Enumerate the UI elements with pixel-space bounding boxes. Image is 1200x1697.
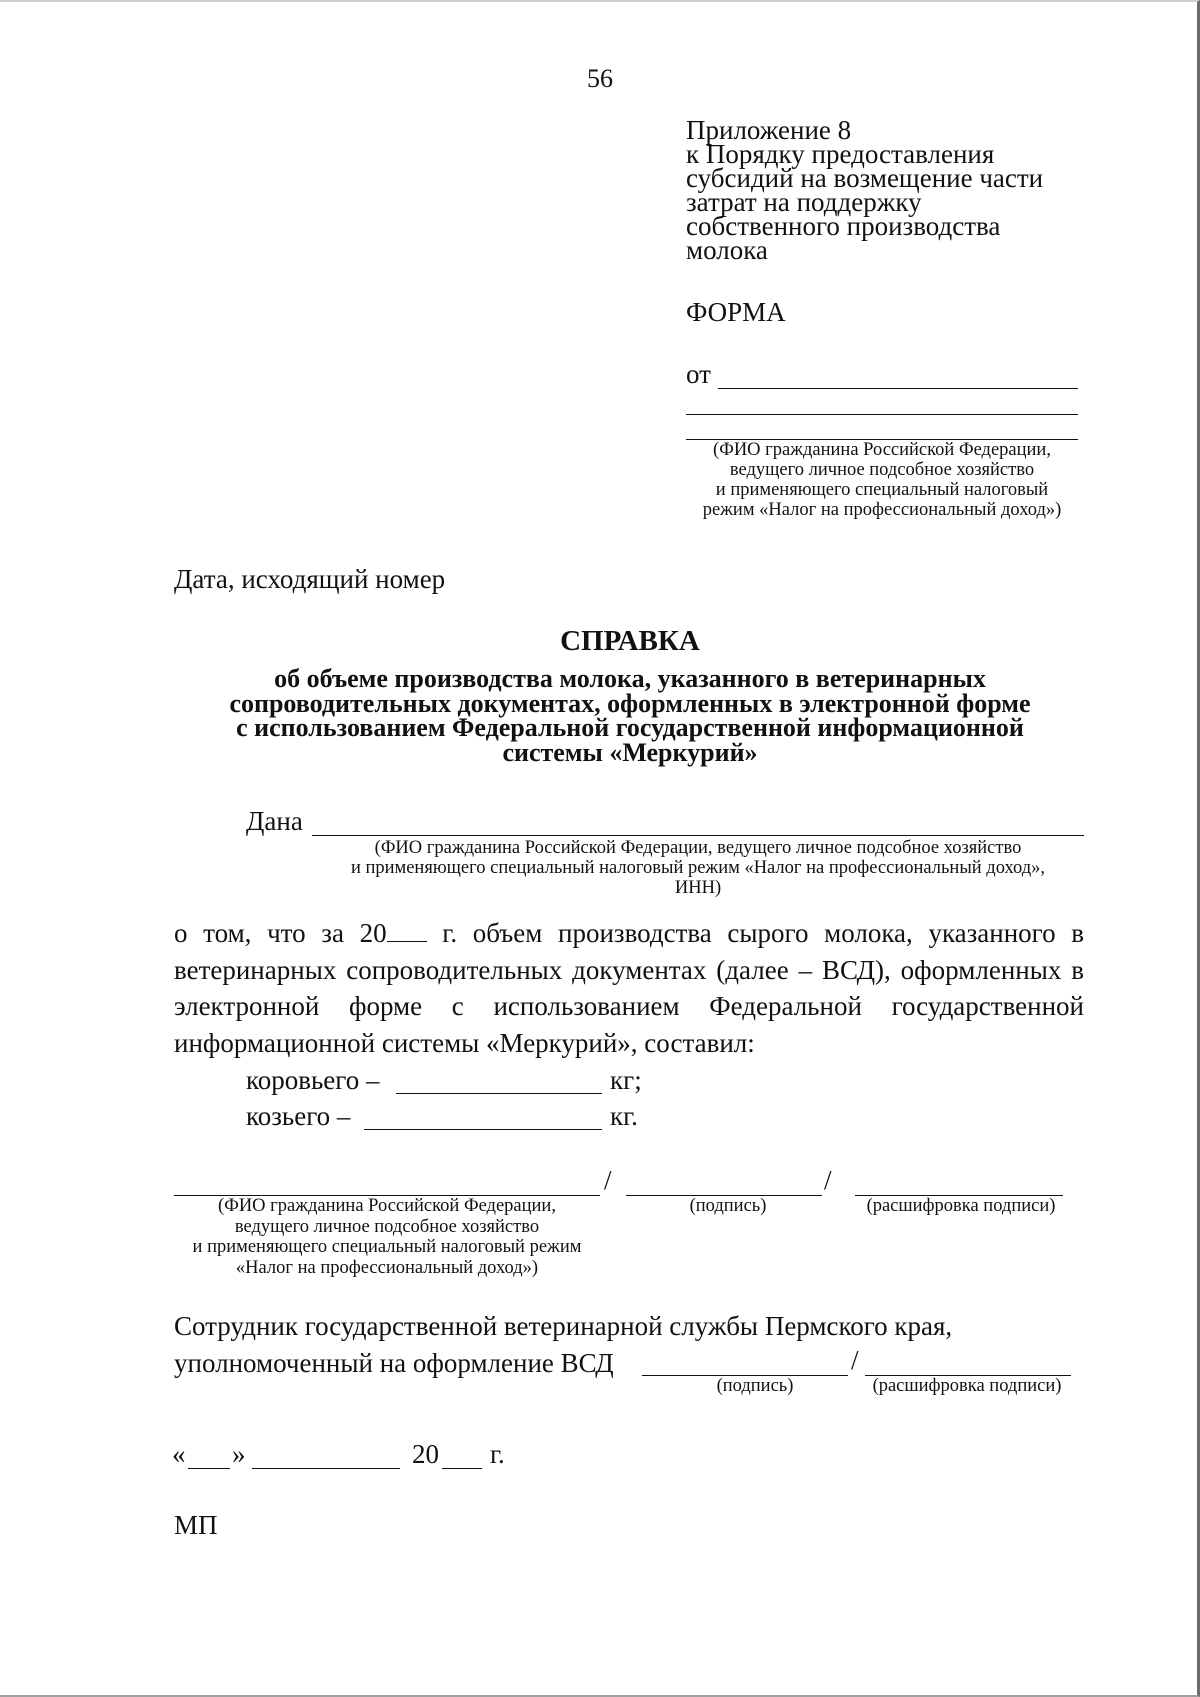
date-year-prefix: 20 xyxy=(412,1439,439,1469)
appendix-line: Приложение 8 xyxy=(686,115,852,145)
appendix-header xyxy=(686,115,1106,265)
cow-milk-unit: кг; xyxy=(610,1065,642,1095)
from-field-line[interactable] xyxy=(718,388,1078,389)
date-open-quote: « xyxy=(172,1439,186,1469)
appendix-line: молока xyxy=(686,235,768,265)
appendix-line: субсидий на возмещение части xyxy=(686,163,1044,193)
employee-decoding-caption: (расшифровка подписи) xyxy=(872,1376,1062,1396)
date-year-suffix: г. xyxy=(490,1439,505,1469)
fio-caption: (ФИО гражданина Российской Федерации, ведущего личное подсобное хозяйство и применяющего специальный налоговый режим «Налог на профессиональный доход») xyxy=(192,1196,582,1278)
signature-slash: / xyxy=(604,1165,612,1195)
date-close-quote: » xyxy=(232,1439,246,1469)
employee-signature-caption: (подпись) xyxy=(716,1376,794,1396)
employee-line-2: уполномоченный на оформление ВСД xyxy=(174,1348,614,1378)
date-number-label: Дата, исходящий номер xyxy=(174,564,446,594)
given-note: (ФИО гражданина Российской Федерации, ведущего личное подсобное хозяйство и применяющего специальный налоговый режим «Налог на профессиональный доход», ИНН) xyxy=(350,838,1046,898)
signature-caption: (подпись) xyxy=(689,1196,767,1216)
goat-milk-unit: кг. xyxy=(610,1101,638,1131)
stamp-label: МП xyxy=(174,1510,218,1540)
given-field-line[interactable] xyxy=(312,835,1084,836)
cow-milk-label: коровьего – xyxy=(246,1065,380,1095)
given-label: Дана xyxy=(246,806,303,836)
goat-milk-label: козьего – xyxy=(246,1101,351,1131)
goat-milk-field[interactable] xyxy=(364,1129,602,1130)
employee-line-1: Сотрудник государственной ветеринарной службы Пермского края, xyxy=(174,1311,953,1341)
from-note: (ФИО гражданина Российской Федерации, ведущего личное подсобное хозяйство и применяющего специальный налоговый режим «Налог на профессиональный доход») xyxy=(702,440,1062,520)
body-paragraph: о том, что за 20 г. объем производства сырого молока, указанного в ветеринарных сопроводительных документах (далее – ВСД), оформленных в электронной форме с использованием Федеральной государственной информационной системы «Меркурий», составил: xyxy=(174,918,1085,1058)
appendix-line: к Порядку предоставления xyxy=(686,139,995,169)
document-title: СПРАВКА xyxy=(560,625,700,657)
signature-slash-2: / xyxy=(824,1165,832,1195)
decoding-caption: (расшифровка подписи) xyxy=(866,1196,1056,1216)
date-month-field[interactable] xyxy=(252,1468,400,1469)
date-year-field[interactable] xyxy=(442,1468,482,1469)
employee-block xyxy=(174,1308,952,1382)
page-number: 56 xyxy=(587,64,613,93)
cow-milk-field[interactable] xyxy=(396,1093,602,1094)
from-label: от xyxy=(686,359,711,389)
employee-slash: / xyxy=(851,1345,859,1375)
year-blank[interactable] xyxy=(387,919,427,942)
form-label: ФОРМА xyxy=(686,297,786,327)
document-subtitle: об объеме производства молока, указанного в ветеринарных сопроводительных документах, оформленных в электронной форме с использованием Федеральной государственной информационной системы «Меркурий» xyxy=(229,664,1031,767)
date-day-field[interactable] xyxy=(188,1468,230,1469)
appendix-line: собственного производства xyxy=(686,211,1001,241)
from-field-line-2[interactable] xyxy=(686,414,1078,415)
appendix-line: затрат на поддержку xyxy=(686,187,922,217)
